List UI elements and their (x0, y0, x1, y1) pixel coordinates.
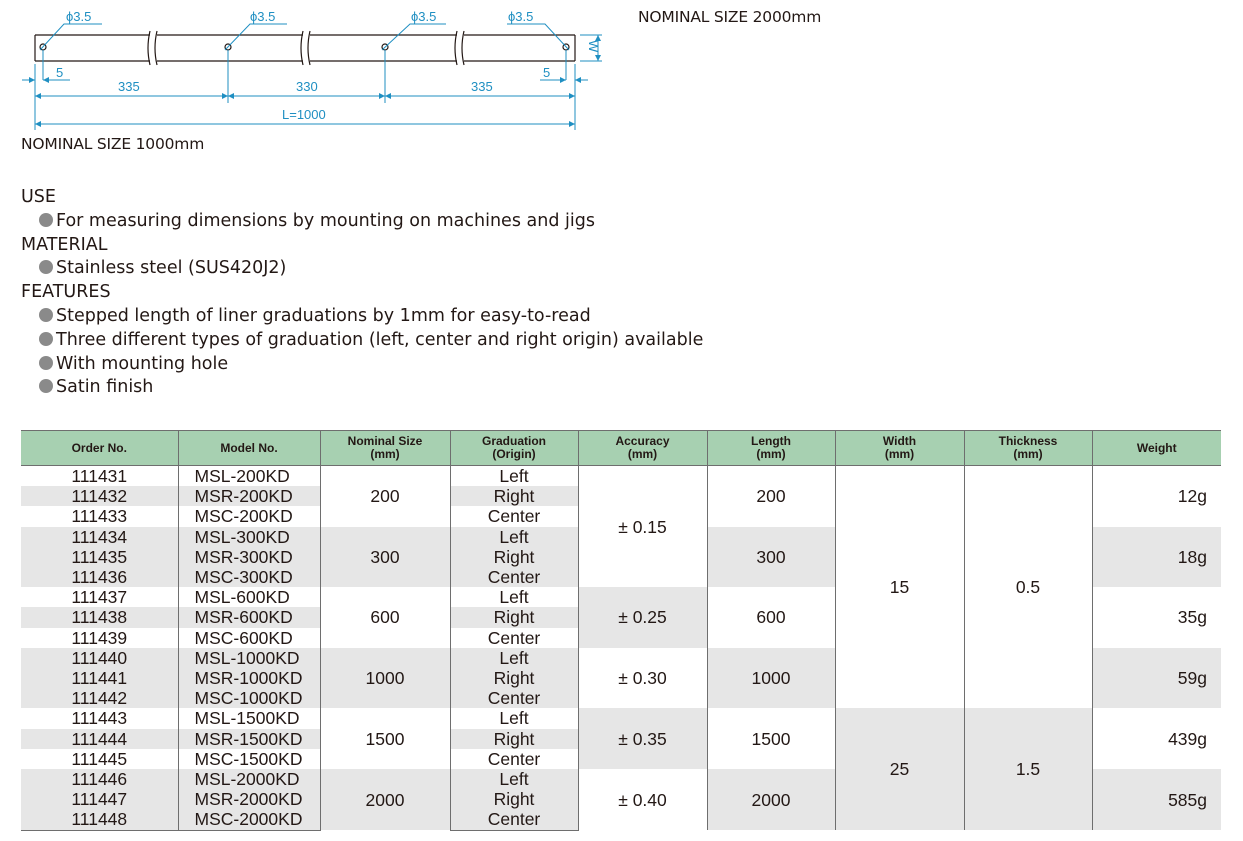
hole-diameter-label: ϕ3.5 (508, 9, 534, 24)
bullet-icon (39, 308, 53, 322)
length-cell: 1500 (707, 708, 835, 769)
order-no-cell: 111443 (71, 708, 128, 729)
header-model-no: Model No. (178, 431, 320, 466)
header-order-no: Order No. (21, 431, 178, 466)
model-no-cell: MSR-300KD (178, 547, 320, 567)
model-no-cell: MSL-1500KD (178, 708, 320, 728)
model-no-cell: MSR-1500KD (178, 729, 320, 749)
spec-section (21, 186, 703, 400)
graduation-cell: Right (450, 607, 578, 627)
length-cell: 1000 (707, 648, 835, 709)
order-no-cell: 111446 (21, 769, 178, 789)
model-no-cell: MSC-1500KD (178, 749, 320, 769)
nominal-size-cell: 600 (320, 587, 450, 648)
edge-offset-label: 5 (56, 65, 64, 80)
weight-cell: 59g (1092, 648, 1221, 709)
accuracy-cell: ± 0.35 (578, 708, 707, 769)
total-length-label: L=1000 (282, 107, 326, 122)
graduation-cell: Left (450, 708, 578, 728)
feature-item: With mounting hole (21, 353, 703, 377)
graduation-cell: Left (450, 648, 578, 668)
length-cell: 300 (707, 527, 835, 588)
caption-2000mm: NOMINAL SIZE 2000mm (638, 8, 822, 26)
header-accuracy: Accuracy (mm) (578, 431, 707, 466)
nominal-size-cell: 200 (320, 466, 450, 527)
model-no-cell: MSC-2000KD (178, 809, 320, 830)
table-row (21, 466, 1221, 487)
hole-diameter-label: ϕ3.5 (250, 9, 276, 24)
graduation-cell: Right (450, 668, 578, 688)
graduation-cell: Left (450, 769, 578, 789)
accuracy-cell: ± 0.25 (578, 587, 707, 648)
graduation-cell: Left (450, 527, 578, 547)
header-graduation: Graduation (Origin) (450, 431, 578, 466)
model-no-cell: MSC-600KD (178, 628, 320, 648)
model-no-cell: MSR-600KD (178, 607, 320, 627)
bullet-icon (39, 260, 53, 274)
order-no-cell: 111447 (21, 789, 178, 809)
spec-table-wrapper (21, 430, 1221, 831)
order-no-cell: 111438 (21, 607, 178, 627)
material-heading: MATERIAL (21, 234, 108, 255)
model-no-cell: MSL-200KD (178, 466, 320, 487)
table-header-row (21, 431, 1221, 466)
nominal-size-cell: 300 (320, 527, 450, 588)
model-no-cell: MSC-200KD (178, 506, 320, 526)
model-no-cell: MSL-2000KD (178, 769, 320, 789)
length-cell: 2000 (707, 769, 835, 830)
weight-cell: 18g (1092, 527, 1221, 588)
graduation-cell: Center (450, 688, 578, 708)
weight-cell: 585g (1092, 769, 1221, 830)
nominal-size-cell: 1000 (320, 648, 450, 709)
hole-pitch-label: 335 (471, 79, 493, 94)
material-item: Stainless steel (SUS420J2) (21, 257, 703, 281)
nominal-size-cell: 2000 (320, 769, 450, 830)
bullet-icon (39, 356, 53, 370)
thickness-cell: 0.5 (964, 466, 1092, 709)
graduation-cell: Right (450, 547, 578, 567)
model-no-cell: MSR-200KD (178, 486, 320, 506)
graduation-cell: Center (450, 506, 578, 526)
feature-item: Satin finish (21, 376, 703, 400)
order-no-cell: 111440 (21, 648, 178, 668)
order-no-cell: 111431 (71, 466, 128, 486)
accuracy-cell: ± 0.40 (578, 769, 707, 830)
edge-offset-label: 5 (543, 65, 551, 80)
mounting-drawing (0, 0, 640, 135)
order-no-cell: 111434 (21, 527, 178, 547)
header-nominal-size: Nominal Size (mm) (320, 431, 450, 466)
header-weight: Weight (1092, 431, 1221, 466)
order-no-cell: 111444 (21, 729, 178, 749)
weight-cell: 439g (1092, 708, 1221, 769)
model-no-cell: MSC-300KD (178, 567, 320, 587)
width-label: W (586, 40, 601, 53)
features-heading: FEATURES (21, 282, 111, 303)
order-no-cell: 111448 (21, 809, 178, 830)
bullet-icon (39, 213, 53, 227)
width-cell: 25 (835, 708, 964, 830)
order-no-cell: 111439 (71, 627, 128, 648)
model-no-cell: MSL-600KD (178, 587, 320, 607)
order-no-cell: 111437 (71, 587, 128, 608)
use-heading: USE (21, 187, 56, 207)
order-no-cell: 111436 (21, 567, 178, 587)
graduation-cell: Center (450, 749, 578, 769)
bullet-icon (39, 379, 53, 393)
length-cell: 200 (707, 466, 835, 527)
order-no-cell: 111435 (21, 547, 178, 567)
feature-item: Three different types of graduation (left, center and right origin) available (21, 329, 703, 353)
hole-diameter-label: ϕ3.5 (411, 9, 437, 24)
use-item: For measuring dimensions by mounting on machines and jigs (21, 210, 703, 234)
spec-table (21, 430, 1221, 831)
weight-cell: 12g (1092, 466, 1221, 527)
order-no-cell: 111433 (71, 506, 128, 527)
graduation-cell: Right (450, 729, 578, 749)
header-length: Length (mm) (707, 431, 835, 466)
order-no-cell: 111442 (21, 688, 178, 708)
weight-cell: 35g (1092, 587, 1221, 648)
model-no-cell: MSL-300KD (178, 527, 320, 547)
order-no-cell: 111445 (71, 748, 128, 769)
thickness-cell: 1.5 (964, 708, 1092, 830)
hole-diameter-label: ϕ3.5 (66, 9, 92, 24)
accuracy-cell: ± 0.30 (578, 648, 707, 709)
caption-1000mm: NOMINAL SIZE 1000mm (21, 135, 205, 153)
accuracy-cell: ± 0.15 (578, 466, 707, 588)
graduation-cell: Right (450, 486, 578, 506)
graduation-cell: Center (450, 567, 578, 587)
width-cell: 15 (835, 466, 964, 709)
feature-item: Stepped length of liner graduations by 1mm for easy-to-read (21, 305, 703, 329)
model-no-cell: MSR-1000KD (178, 668, 320, 688)
graduation-cell: Left (450, 587, 578, 607)
order-no-cell: 111432 (21, 486, 178, 506)
model-no-cell: MSR-2000KD (178, 789, 320, 809)
hole-pitch-label: 330 (296, 79, 318, 94)
model-no-cell: MSC-1000KD (178, 688, 320, 708)
length-cell: 600 (707, 587, 835, 648)
order-no-cell: 111441 (21, 668, 178, 688)
graduation-cell: Left (450, 466, 578, 487)
graduation-cell: Right (450, 789, 578, 809)
graduation-cell: Center (450, 809, 578, 830)
header-width: Width (mm) (835, 431, 964, 466)
model-no-cell: MSL-1000KD (178, 648, 320, 668)
table-row (21, 708, 1221, 728)
nominal-size-cell: 1500 (320, 708, 450, 769)
header-thickness: Thickness (mm) (964, 431, 1092, 466)
bullet-icon (39, 332, 53, 346)
graduation-cell: Center (450, 628, 578, 648)
hole-pitch-label: 335 (118, 79, 140, 94)
